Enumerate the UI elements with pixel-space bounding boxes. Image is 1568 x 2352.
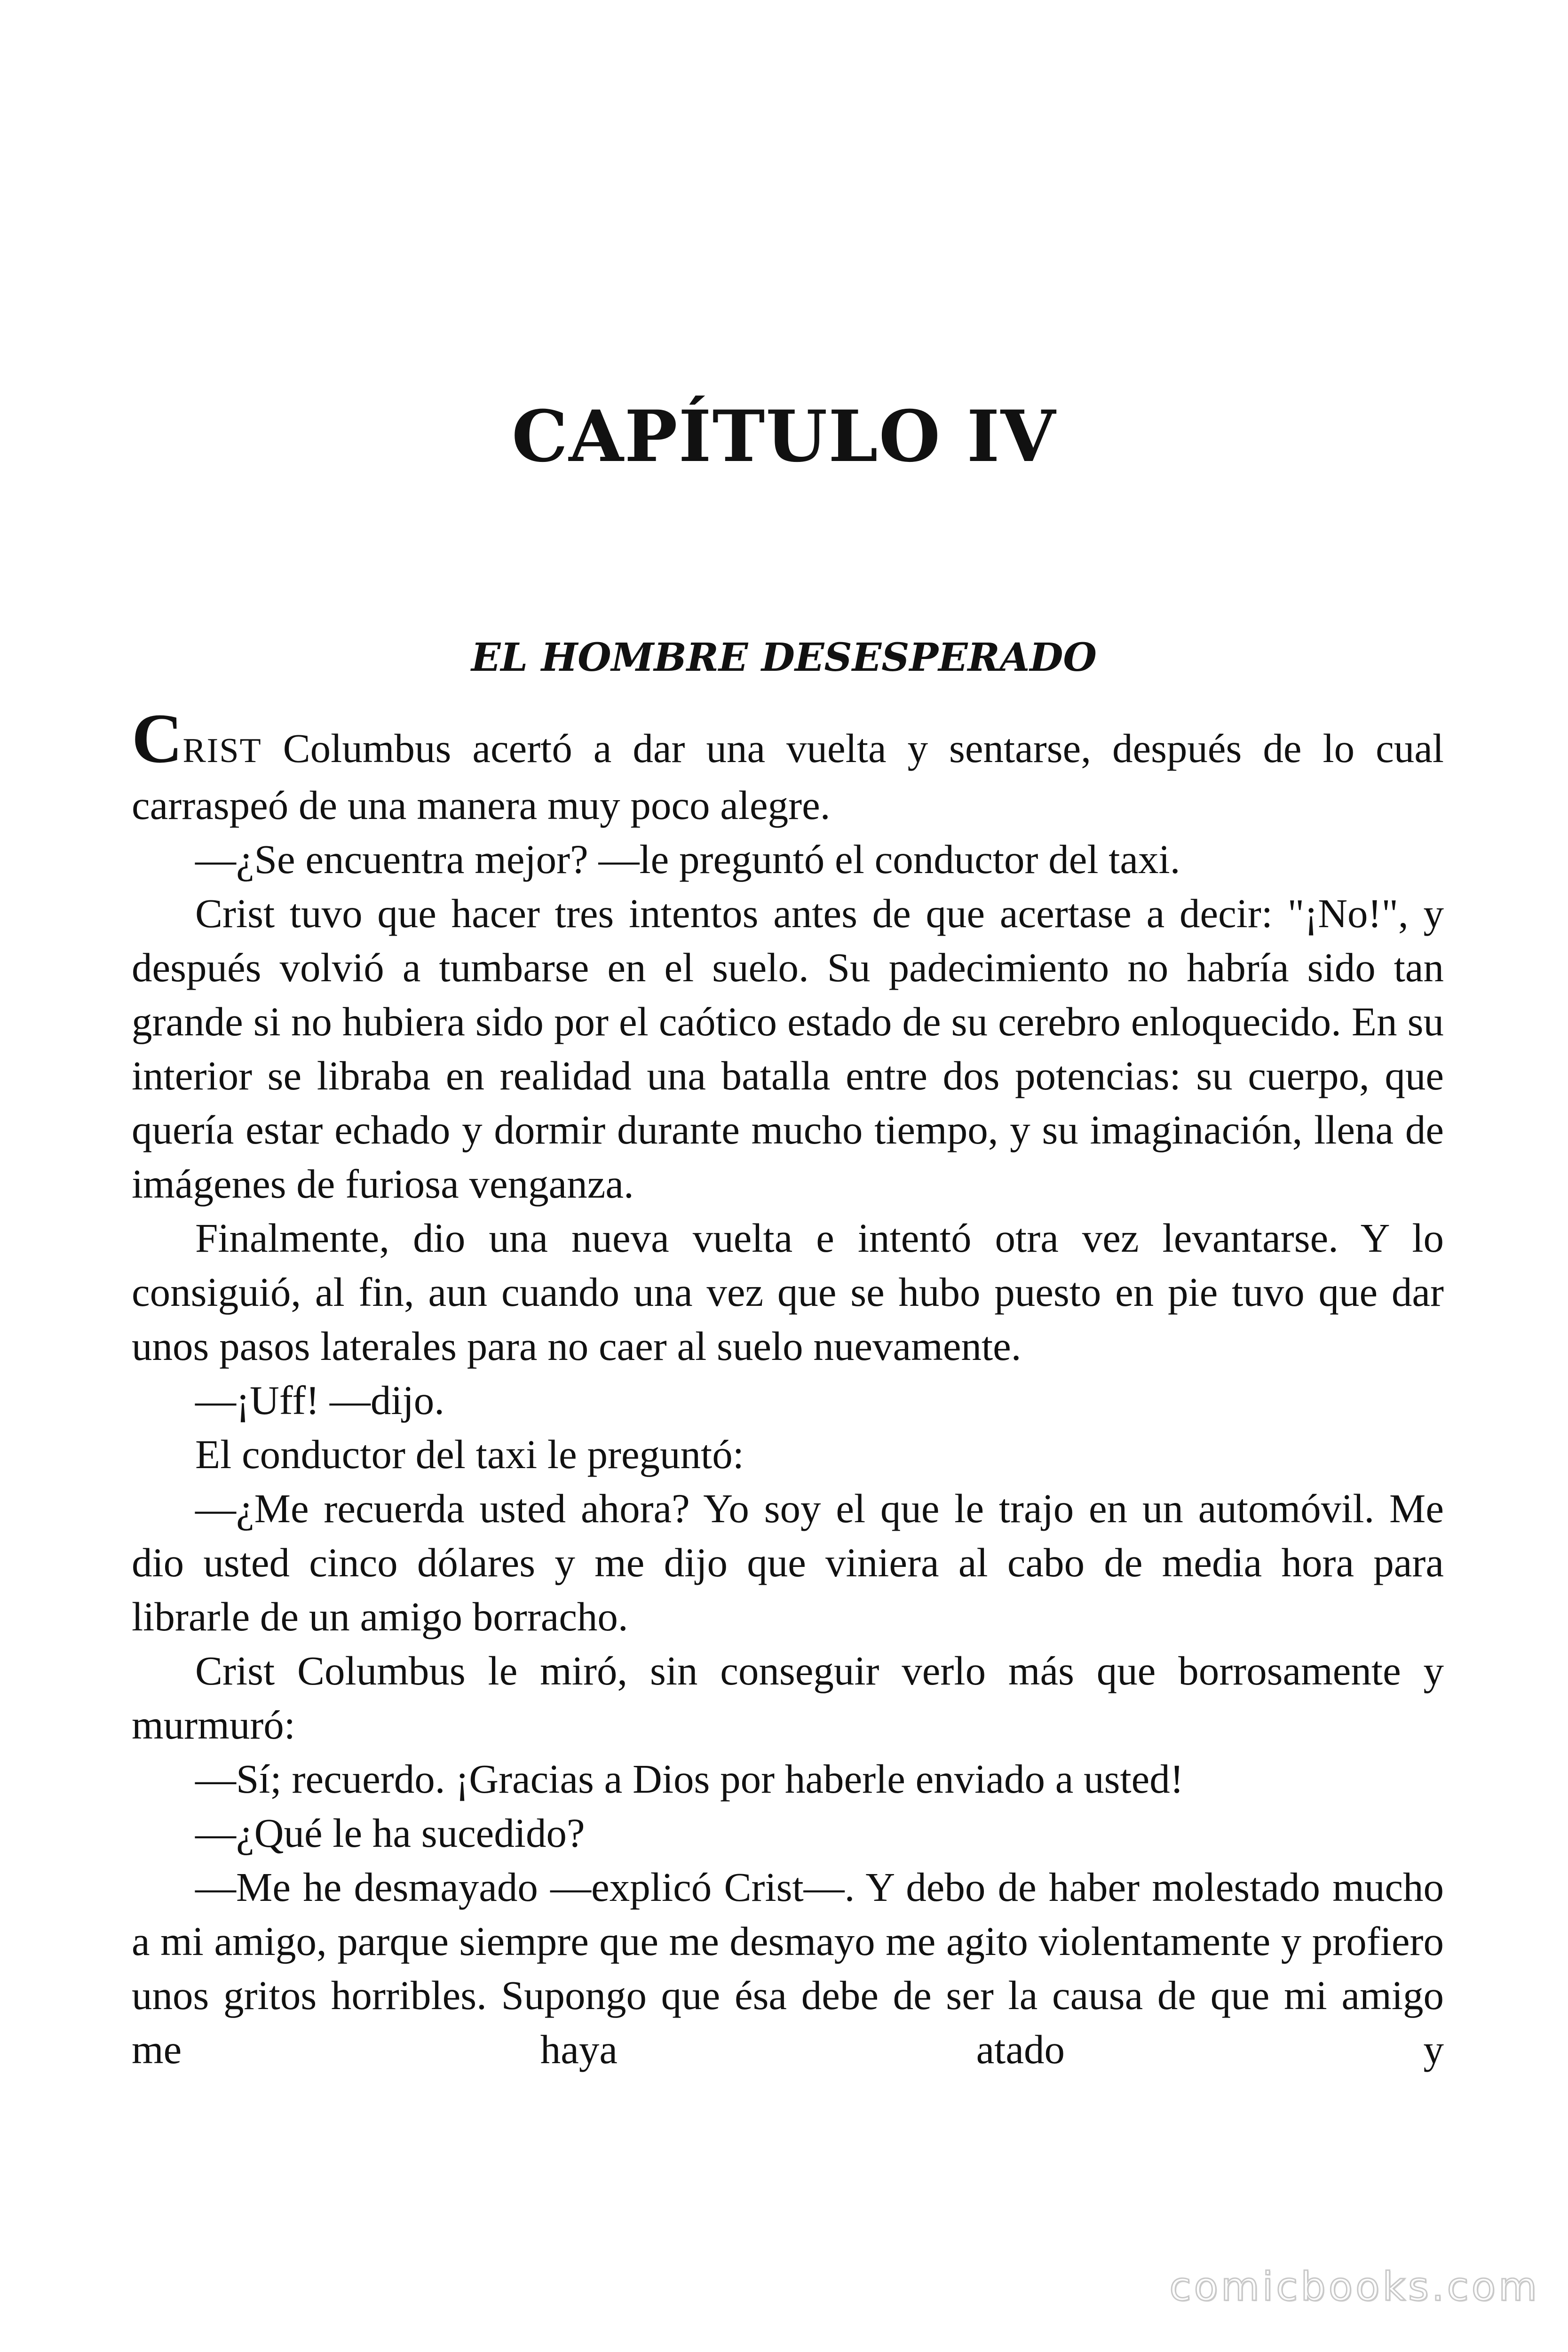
paragraph: —Sí; recuerdo. ¡Gracias a Dios por haberle enviado a usted! xyxy=(195,1756,1184,1802)
opening-text: Columbus acertó a dar una vuelta y sentarse, después de lo cual carraspeó de una manera muy poco alegre. xyxy=(132,725,1444,828)
paragraph: —Me he desmayado —explicó Crist—. Y debo de haber molestado mucho a mi amigo, parque siempre que me desmayo me agito violentamente y profiero unos gritos horribles. Supongo que ésa debe de ser la causa de que mi amigo me haya atado y xyxy=(132,1864,1444,2072)
section-title: EL HOMBRE DESESPERADO xyxy=(471,635,1097,680)
chapter-title: CAPÍTULO IV xyxy=(511,395,1057,478)
paragraph: —¿Qué le ha sucedido? xyxy=(195,1810,585,1856)
paragraph: Crist Columbus le miró, sin conseguir verlo más que borrosamente y murmuró: xyxy=(132,1648,1444,1748)
paragraph: —¡Uff! —dijo. xyxy=(195,1377,444,1423)
drop-cap: C xyxy=(132,699,183,778)
opening-smallcaps: RIST xyxy=(182,731,262,770)
opening-paragraph xyxy=(132,699,1444,832)
paragraph: —¿Me recuerda usted ahora? Yo soy el que le trajo en un automóvil. Me dio usted cinco dólares y me dijo que viniera al cabo de media hora para librarle de un amigo borracho. xyxy=(132,1486,1444,1639)
body-text xyxy=(132,699,1444,2076)
paragraph: Finalmente, dio una nueva vuelta e intentó otra vez levantarse. Y lo consiguió, al fin, aun cuando una vez que se hubo puesto en pie tuvo que dar unos pasos laterales para no caer al suelo nuevamente. xyxy=(132,1215,1444,1369)
paragraph: —¿Se encuentra mejor? —le preguntó el conductor del taxi. xyxy=(195,836,1180,882)
paragraph: Crist tuvo que hacer tres intentos antes de que acertase a decir: "¡No!", y después volvió a tumbarse en el suelo. Su padecimiento no habría sido tan grande si no hubiera sido por el caótico estado de su cerebro enloquecido. En su interior se libraba en realidad una batalla entre dos potencias: su cuerpo, que quería estar echado y dormir durante mucho tiempo, y su imaginación, llena de imágenes de furiosa venganza. xyxy=(132,890,1444,1207)
watermark: comicbooks.com xyxy=(1169,2264,1540,2310)
paragraph: El conductor del taxi le preguntó: xyxy=(195,1431,744,1477)
